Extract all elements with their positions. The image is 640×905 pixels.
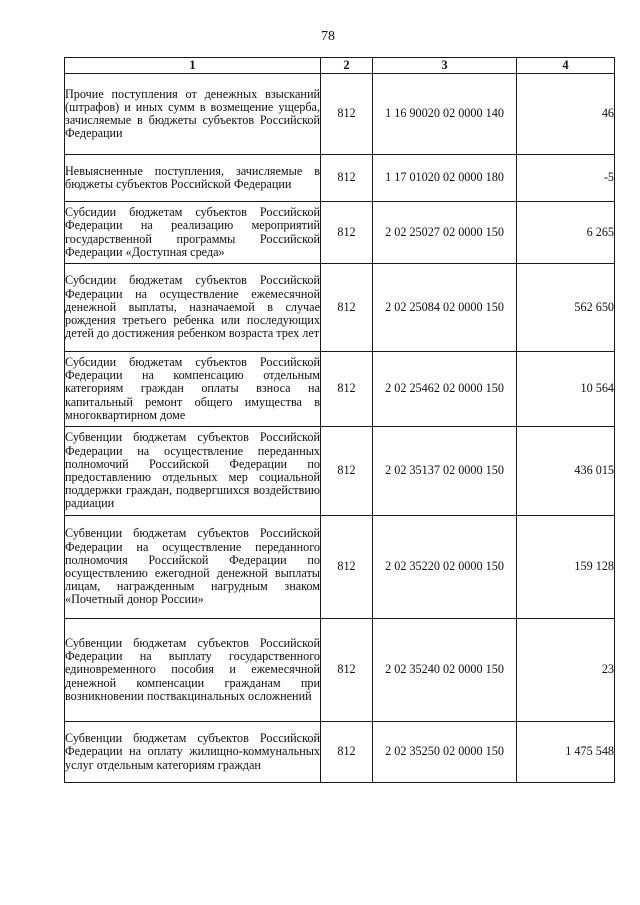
row-budget-code: 2 02 25027 02 0000 150	[373, 202, 517, 264]
row-description: Прочие поступления от денежных взысканий (штрафов) и иных сумм в возмещение ущерба, зачисляемые в бюджеты субъектов Российской Федерации	[65, 74, 321, 155]
row-admin-code: 812	[321, 155, 373, 202]
row-amount: 159 128	[517, 516, 615, 619]
row-budget-code: 2 02 35137 02 0000 150	[373, 427, 517, 516]
table-header-row	[65, 58, 615, 74]
row-description: Субвенции бюджетам субъектов Российской Федерации на осуществление переданного полномочия Российской Федерации по осуществлению ежегодной денежной выплаты лицам, награжденным нагрудным знаком «Почетный донор России»	[65, 516, 321, 619]
row-admin-code: 812	[321, 352, 373, 427]
row-budget-code: 1 17 01020 02 0000 180	[373, 155, 517, 202]
row-description: Субсидии бюджетам субъектов Российской Федерации на реализацию мероприятий государственной программы Российской Федерации «Доступная среда»	[65, 202, 321, 264]
row-budget-code: 2 02 35250 02 0000 150	[373, 722, 517, 783]
row-amount: 562 650	[517, 264, 615, 352]
row-budget-code: 2 02 25084 02 0000 150	[373, 264, 517, 352]
row-budget-code: 2 02 25462 02 0000 150	[373, 352, 517, 427]
row-amount: 6 265	[517, 202, 615, 264]
page-number: 78	[321, 29, 335, 44]
column-header-code: 3	[373, 58, 517, 74]
row-admin-code: 812	[321, 619, 373, 722]
table-row	[65, 516, 615, 619]
table-row	[65, 264, 615, 352]
budget-revenue-table	[64, 57, 615, 783]
table-row	[65, 722, 615, 783]
row-description: Субвенции бюджетам субъектов Российской Федерации на осуществление переданных полномочий Российской Федерации по предоставлению отдельных мер социальной поддержки граждан, подвергшихся воздействию радиации	[65, 427, 321, 516]
row-budget-code: 1 16 90020 02 0000 140	[373, 74, 517, 155]
column-header-admin: 2	[321, 58, 373, 74]
row-description: Субвенции бюджетам субъектов Российской Федерации на выплату государственного единовременного пособия и ежемесячной денежной компенсации гражданам при возникновении поствакцинальных осложнений	[65, 619, 321, 722]
table-row	[65, 202, 615, 264]
column-header-amount: 4	[517, 58, 615, 74]
row-admin-code: 812	[321, 427, 373, 516]
row-admin-code: 812	[321, 202, 373, 264]
row-amount: 46	[517, 74, 615, 155]
table-row	[65, 74, 615, 155]
row-amount: -5	[517, 155, 615, 202]
row-budget-code: 2 02 35240 02 0000 150	[373, 619, 517, 722]
row-description: Субсидии бюджетам субъектов Российской Федерации на осуществление ежемесячной денежной выплаты, назначаемой в случае рождения третьего ребенка или последующих детей до достижения ребенком возраста трех лет	[65, 264, 321, 352]
table-row	[65, 619, 615, 722]
row-admin-code: 812	[321, 264, 373, 352]
row-amount: 10 564	[517, 352, 615, 427]
row-amount: 1 475 548	[517, 722, 615, 783]
row-amount: 23	[517, 619, 615, 722]
row-budget-code: 2 02 35220 02 0000 150	[373, 516, 517, 619]
column-header-description: 1	[65, 58, 321, 74]
row-description: Субсидии бюджетам субъектов Российской Федерации на компенсацию отдельным категориям граждан оплаты взноса на капитальный ремонт общего имущества в многоквартирном доме	[65, 352, 321, 427]
table-row	[65, 352, 615, 427]
row-description: Субвенции бюджетам субъектов Российской Федерации на оплату жилищно-коммунальных услуг отдельным категориям граждан	[65, 722, 321, 783]
row-description: Невыясненные поступления, зачисляемые в бюджеты субъектов Российской Федерации	[65, 155, 321, 202]
row-admin-code: 812	[321, 722, 373, 783]
row-admin-code: 812	[321, 74, 373, 155]
table-row	[65, 427, 615, 516]
row-amount: 436 015	[517, 427, 615, 516]
table-row	[65, 155, 615, 202]
row-admin-code: 812	[321, 516, 373, 619]
